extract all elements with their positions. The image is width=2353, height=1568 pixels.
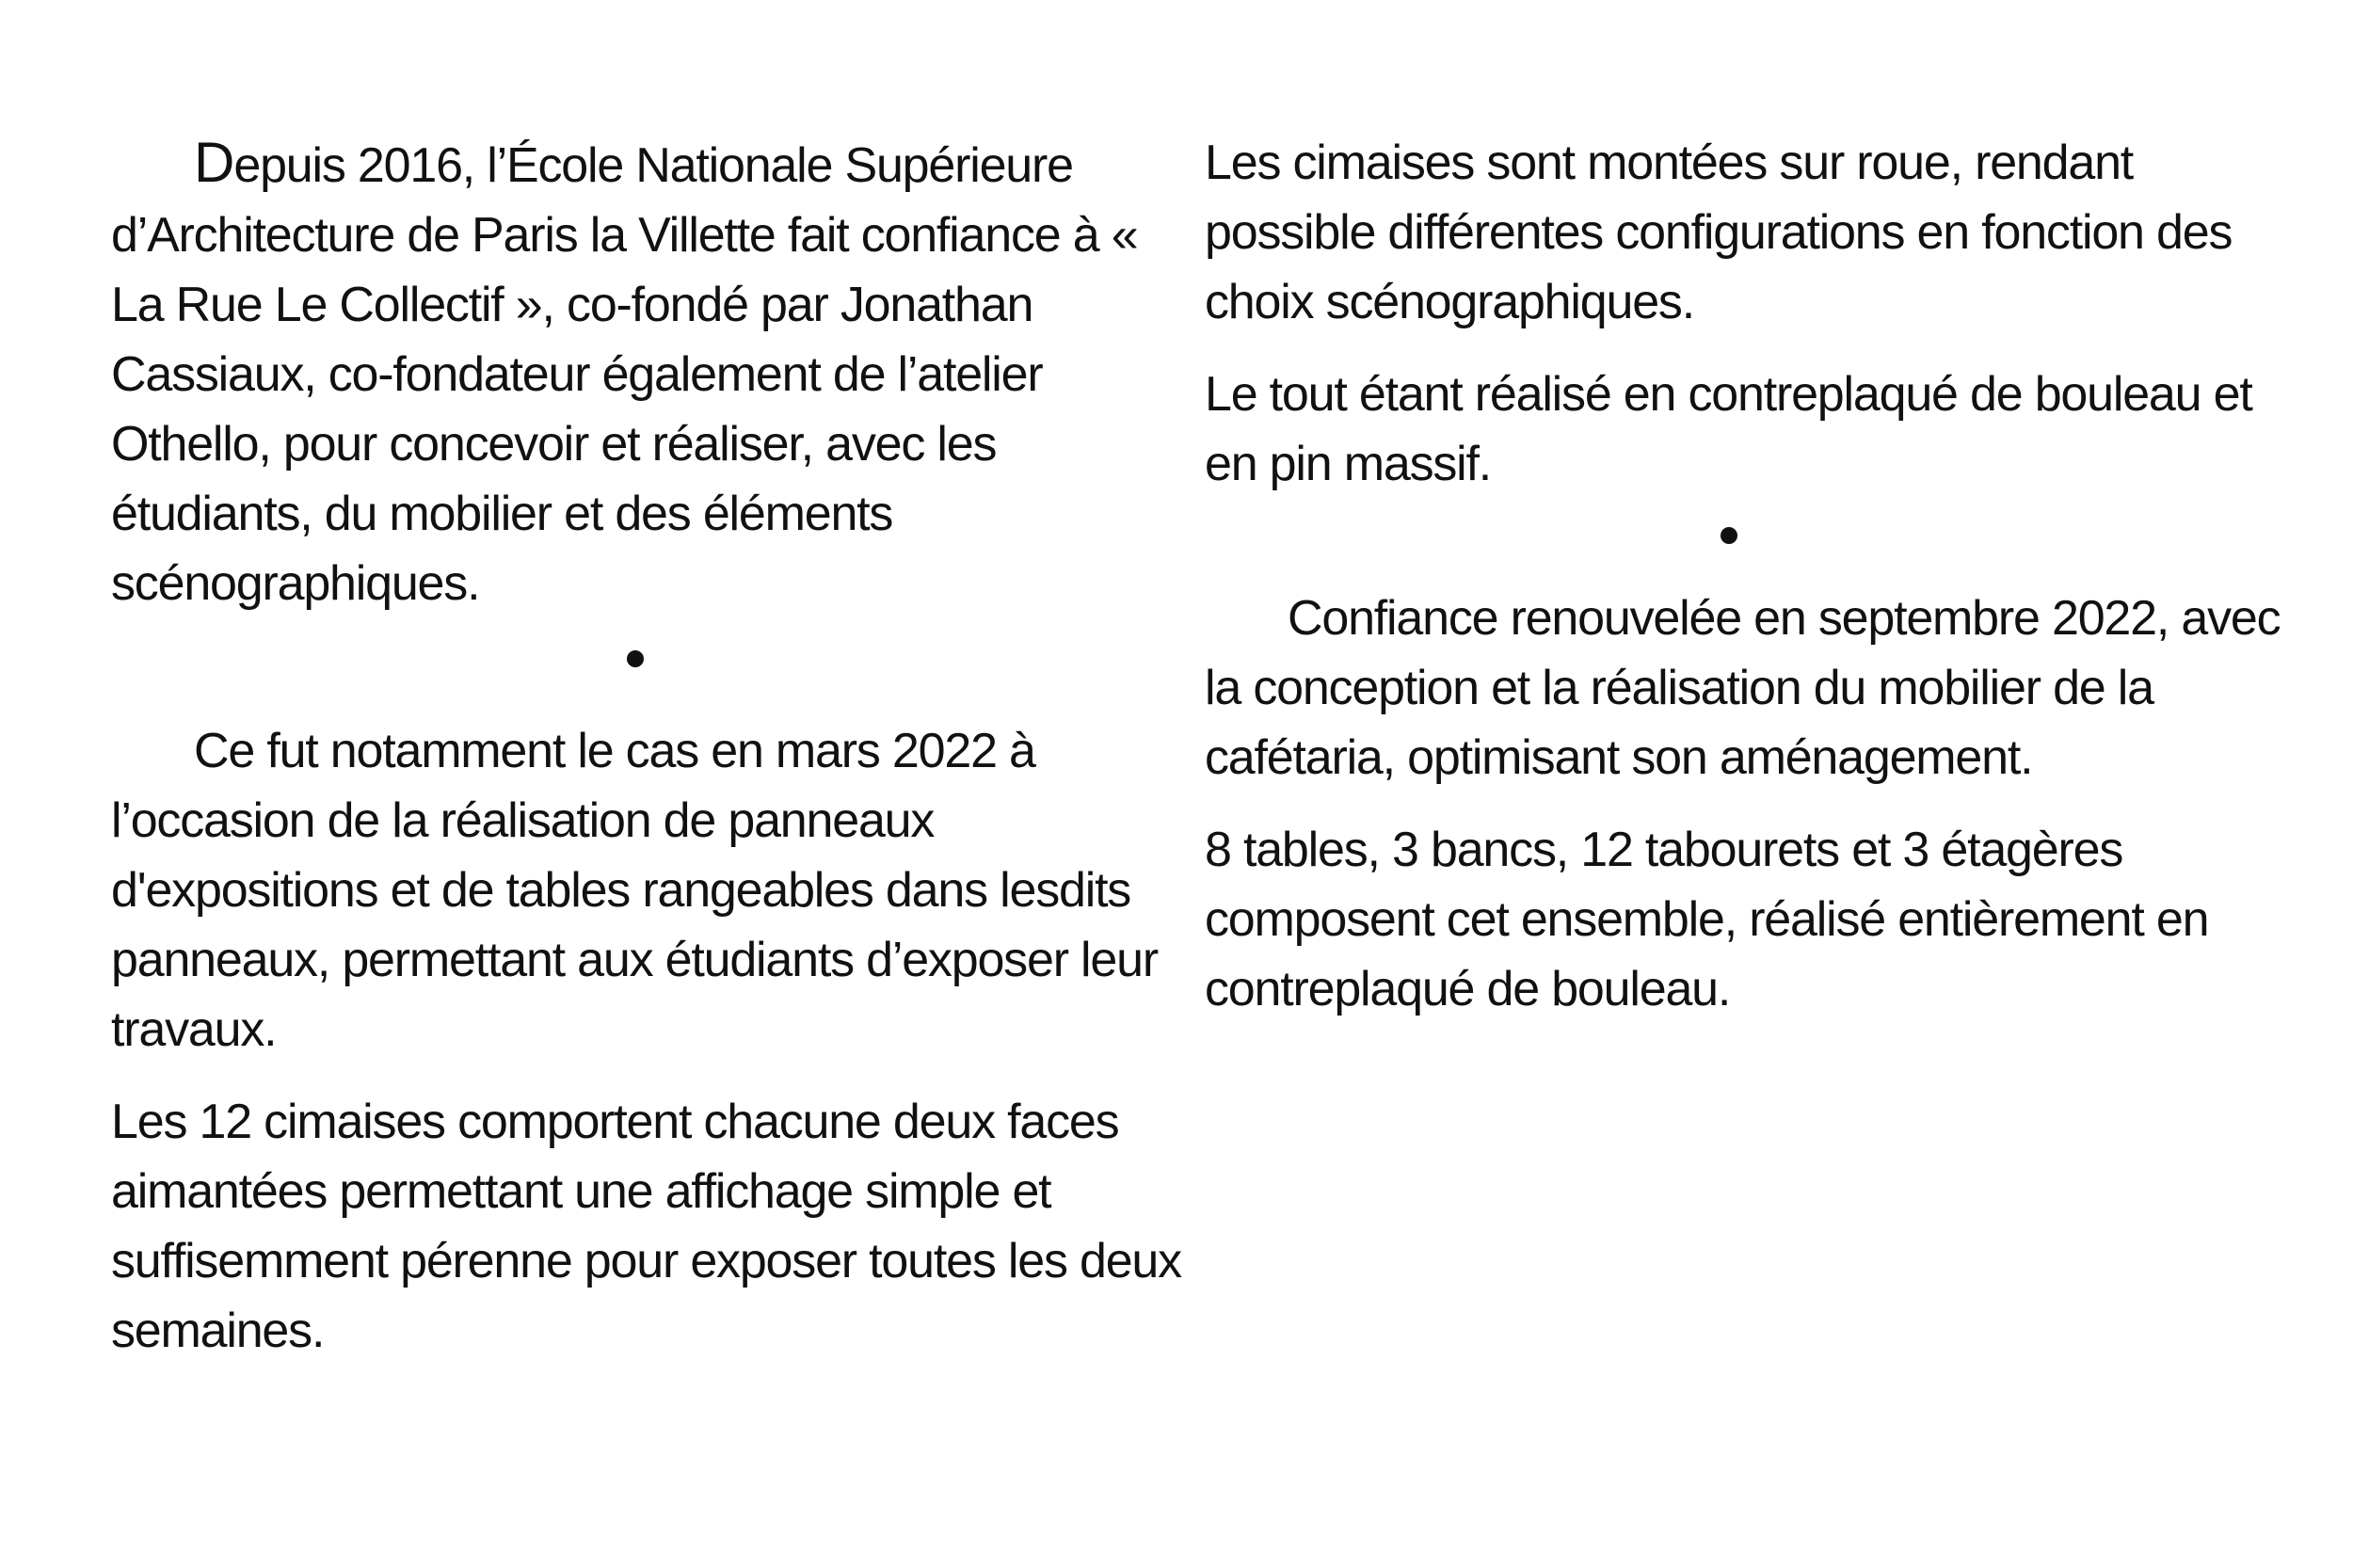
intro-paragraph-text: epuis 2016, l’École Nationale Supérieure d’Architecture de Paris la Villette fait confiance à « La Rue Le Collectif », co-fondé par Jonathan Cassiaux, co-fondateur également de l’atelier Othello, pour concevoir et réaliser, avec les étudiants, du mobilier et des éléments scénographiques.: [111, 138, 1138, 611]
march-2022-paragraph: Ce fut notamment le cas en mars 2022 à l’occasion de la réalisation de panneaux d'expositions et de tables rangeables dans lesdits panneaux, permettant aux étudiants d’exposer leur travaux.: [111, 724, 1158, 1057]
left-column: [111, 128, 1193, 1388]
intro-paragraph: [111, 128, 1193, 618]
september-2022-paragraph: Confiance renouvelée en septembre 2022, avec la conception et la réalisation du mobilier de la cafétaria, optimisant son aménagement.: [1205, 591, 2281, 785]
cafeteria-furniture-paragraph: 8 tables, 3 bancs, 12 tabourets et 3 étagères composent cet ensemble, réalisé entièrement en contreplaqué de bouleau.: [1205, 823, 2209, 1016]
materials-paragraph: Le tout étant réalisé en contreplaqué de bouleau et en pin massif.: [1205, 367, 2252, 491]
section-bullet-left: [627, 650, 644, 667]
cimaises-paragraph: Les 12 cimaises comportent chacune deux faces aimantées permettant une affichage simple et suffisemment pérenne pour exposer toutes les deux semaines.: [111, 1095, 1181, 1358]
wheels-paragraph: Les cimaises sont montées sur roue, rendant possible différentes configurations en fonction des choix scénographiques.: [1205, 136, 2233, 329]
section-bullet-right: [1721, 527, 1737, 544]
drop-cap: D: [194, 131, 234, 194]
right-column: [1205, 128, 2287, 1047]
